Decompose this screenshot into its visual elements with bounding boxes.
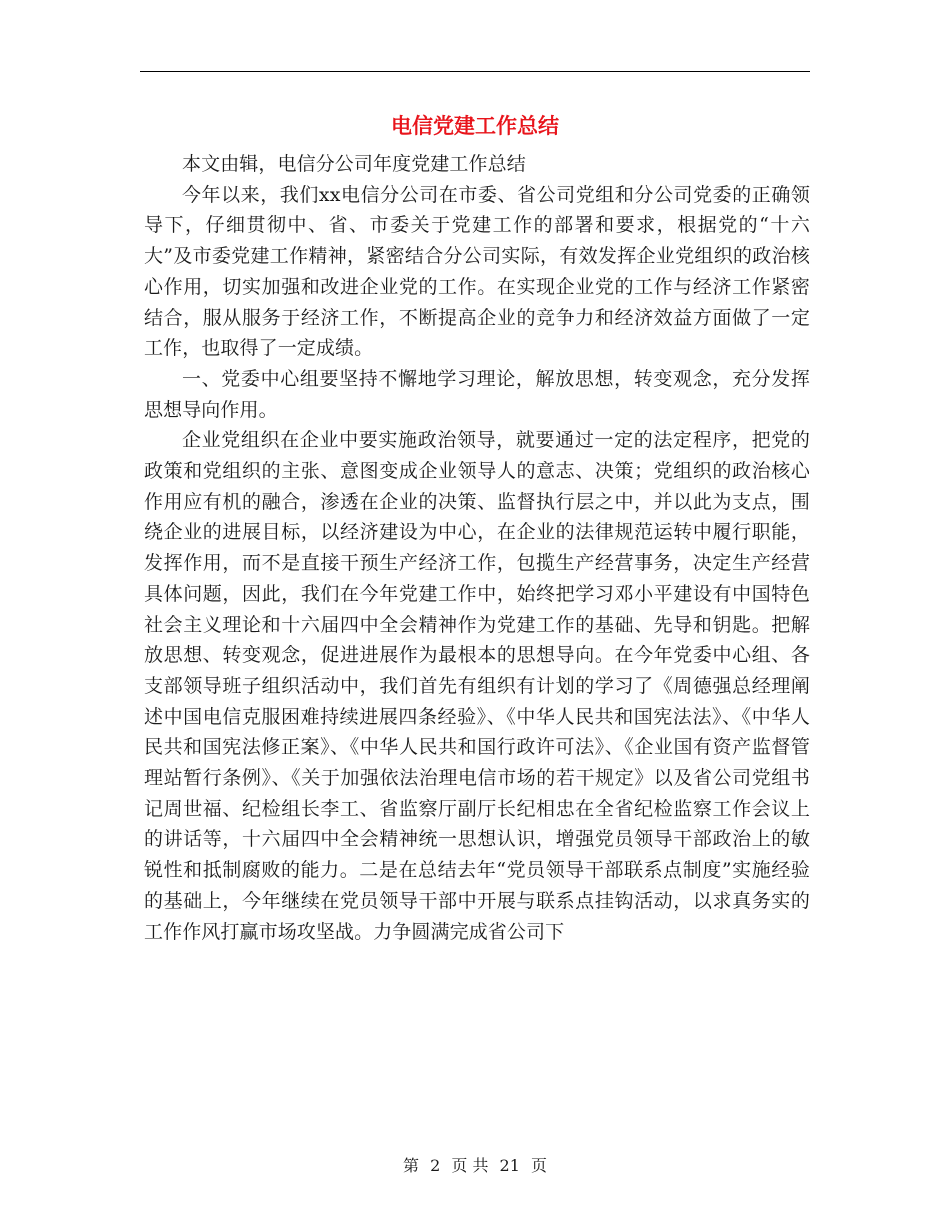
paragraph-section-body: 企业党组织在企业中要实施政治领导，就要通过一定的法定程序，把党的政策和党组织的主张、意图变成企业领导人的意志、决策；党组织的政治核心作用应有机的融合，渗透在企业的决策、监督执行层之中，并以此为支点，围绕企业的进展目标，以经济建设为中心，在企业的法律规范运转中履行职能，发挥作用，而不是直接干预生产经济工作，包揽生产经营事务，决定生产经营具体问题，因此，我们在今年党建工作中，始终把学习邓小平建设有中国特色社会主义理论和十六届四中全会精神作为党建工作的基础、先导和钥匙。把解放思想、转变观念，促进进展作为最根本的思想导向。在今年党委中心组、各支部领导班子组织活动中，我们首先有组织有计划的学习了《周德强总经理阐述中国电信克服困难持续进展四条经验》、《中华人民共和国宪法法》、《中华人民共和国宪法修正案》、《中华人民共和国行政许可法》、《企业国有资产监督管理站暂行条例》、《关于加强依法治理电信市场的若干规定》以及省公司党组书记周世福、纪检组长李工、省监察厅副厅长纪相忠在全省纪检监察工作会议上的讲话等，十六届四中全会精神统一思想认识，增强党员领导干部政治上的敏锐性和抵制腐败的能力。二是在总结去年“党员领导干部联系点制度”实施经验的基础上，今年继续在党员领导干部中开展与联系点挂钩活动，以求真务实的工作作风打赢市场攻坚战。力争圆满完成省公司下 [144, 429, 810, 943]
document-title: 电信党建工作总结 [391, 114, 559, 138]
footer-middle: 页 共 [451, 1156, 489, 1175]
footer-total-pages: 21 [499, 1156, 520, 1175]
paragraph-section-heading: 一、党委中心组要坚持不懈地学习理论，解放思想，转变观念，充分发挥思想导向作用。 [144, 367, 810, 421]
header-rule [140, 71, 810, 72]
document-body [144, 149, 810, 947]
paragraph-intro: 本文由辑，电信分公司年度党建工作总结 [182, 153, 526, 175]
footer-current-page: 2 [430, 1156, 441, 1175]
paragraph-overview: 今年以来，我们xx电信分公司在市委、省公司党组和分公司党委的正确领导下，仔细贯彻中、省、市委关于党建工作的部署和要求，根据党的“十六大”及市委党建工作精神，紧密结合分公司实际，有效发挥企业党组织的政治核心作用，切实加强和改进企业党的工作。在实现企业党的工作与经济工作紧密结合，服从服务于经济工作，不断提高企业的竞争力和经济效益方面做了一定工作，也取得了一定成绩。 [144, 183, 810, 360]
footer-suffix: 页 [531, 1156, 548, 1175]
page-footer [0, 1154, 950, 1178]
footer-prefix: 第 [402, 1156, 419, 1175]
